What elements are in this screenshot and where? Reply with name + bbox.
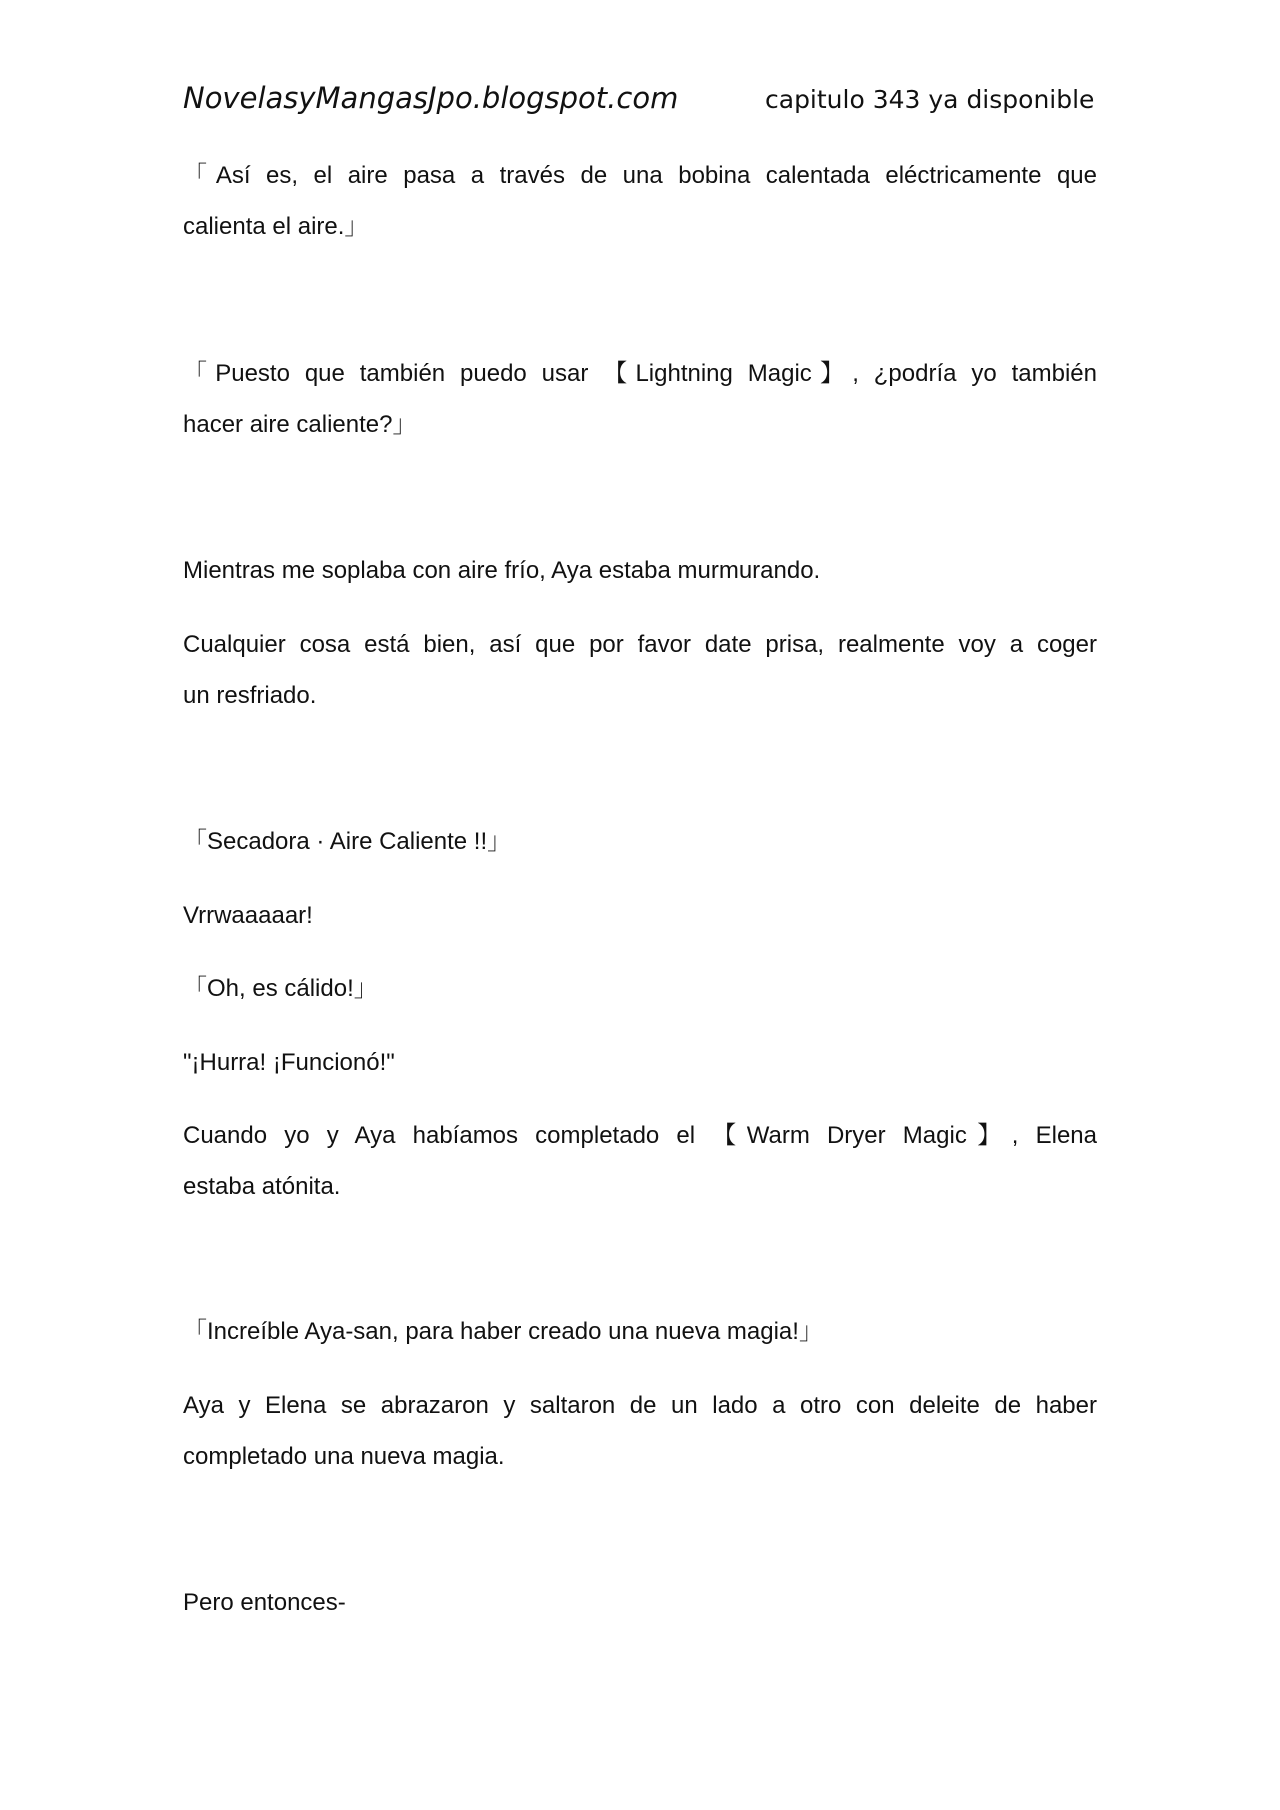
paragraph-10 [183,1306,1097,1357]
paragraph-3 [183,545,1097,596]
paragraph-line: Aya y Elena se abrazaron y saltaron de un lado a otro con deleite de haber [183,1392,1097,1419]
paragraph-line: 「Increíble Aya-san, para haber creado una nueva magia!」 [183,1318,823,1345]
paragraph-line: completado una nueva magia. [183,1443,505,1470]
paragraph-line: 「Así es, el aire pasa a través de una bobina calentada eléctricamente que [183,162,1097,189]
paragraph-8 [183,1037,1097,1088]
paragraph-6 [183,890,1097,941]
paragraph-4 [183,619,1097,721]
site-url: NovelasyMangasJpo.blogspot.com [183,81,679,115]
paragraph-line: Vrrwaaaaar! [183,902,313,929]
chapter-notice: capitulo 343 ya disponible [765,85,1095,114]
paragraph-line: estaba atónita. [183,1173,341,1200]
paragraph-line: hacer aire caliente?」 [183,411,417,438]
paragraph-line: 「Oh, es cálido!」 [183,975,378,1002]
paragraph-12 [183,1577,1097,1628]
paragraph-line: Pero entonces- [183,1589,346,1616]
paragraph-line: 「Secadora · Aire Caliente !!」 [183,828,512,855]
paragraph-line: Mientras me soplaba con aire frío, Aya estaba murmurando. [183,557,821,584]
paragraph-2 [183,348,1097,450]
paragraph-line: un resfriado. [183,682,317,709]
paragraph-line: Cualquier cosa está bien, así que por favor date prisa, realmente voy a coger [183,631,1097,658]
page-header [183,78,1095,124]
paragraph-5 [183,816,1097,867]
paragraph-line: Cuando yo y Aya habíamos completado el 【Warm Dryer Magic】, Elena [183,1122,1097,1149]
paragraph-9 [183,1110,1097,1212]
paragraph-line: calienta el aire.」 [183,213,369,240]
paragraph-11 [183,1380,1097,1482]
paragraph-line: 「Puesto que también puedo usar 【Lightning Magic】, ¿podría yo también [183,360,1097,387]
paragraph-7 [183,963,1097,1014]
paragraph-line: "¡Hurra! ¡Funcionó!" [183,1049,395,1076]
paragraph-1 [183,150,1097,252]
